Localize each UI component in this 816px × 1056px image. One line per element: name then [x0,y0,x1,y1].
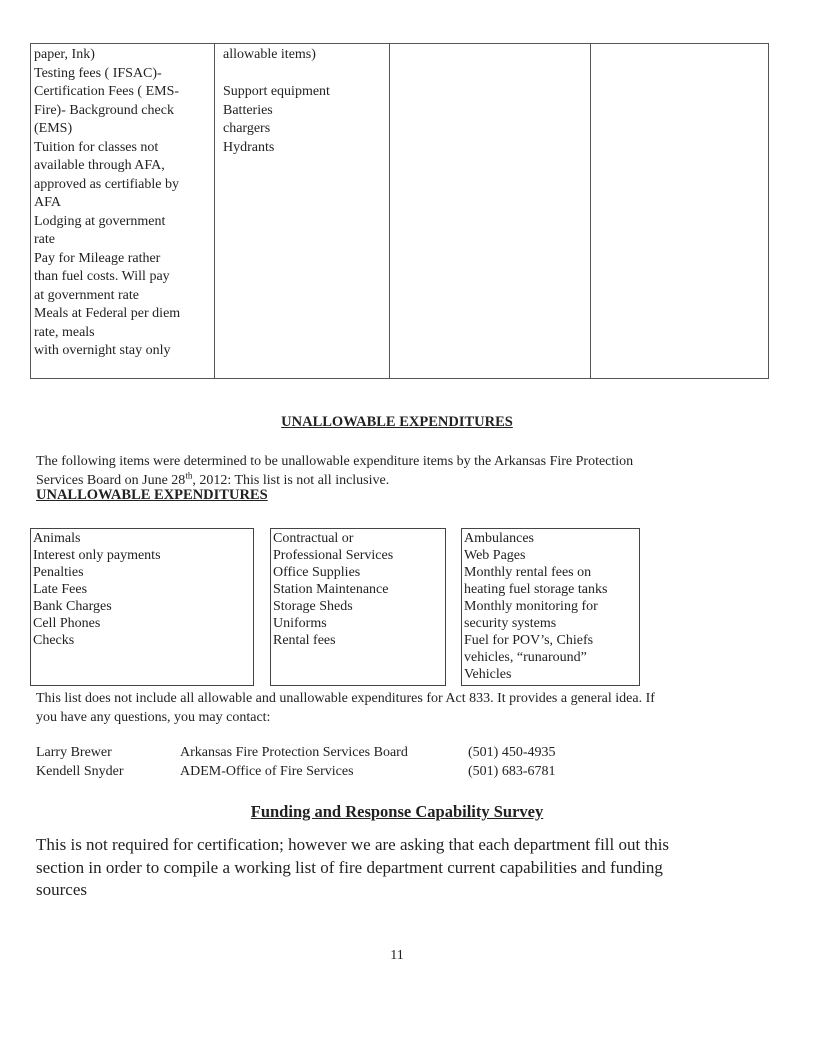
intro-line: The following items were determined to be unallowable expenditure items by the Arkansas Fire Protection [36,454,634,469]
list-item: rate, meals [34,324,95,340]
list-item: Hydrants [223,139,275,155]
list-item: Late Fees [33,582,88,597]
list-item: Checks [33,633,75,648]
list-item: Monthly rental fees on [464,565,592,580]
list-item: Station Maintenance [273,582,389,597]
list-item: Fuel for POV’s, Chiefs [464,633,594,648]
survey-text [36,834,669,902]
contact-name: Kendell Snyder [36,763,124,779]
list-item: Animals [33,531,81,546]
list-item: Support equipment [223,84,330,99]
contact-org: Arkansas Fire Protection Services Board [180,745,408,760]
list-item: paper, Ink) [34,47,95,62]
survey-line: This is not required for certification; however we are asking that each department fill out this [36,835,670,854]
allowable-table [30,43,769,379]
list-item: than fuel costs. Will pay [34,269,170,284]
list-item: (EMS) [34,121,73,136]
list-item: Bank Charges [33,599,112,614]
list-item: heating fuel storage tanks [464,582,608,597]
list-item: Meals at Federal per diem [34,306,181,321]
intro-line: , 2012: This list is not all inclusive. [192,472,390,488]
list-item: Web Pages [464,548,526,563]
table-cell-col1 [34,46,180,361]
survey-line: sources [36,880,87,899]
unallowable-box-2 [270,528,446,686]
contact-row [36,763,776,782]
note-line: This list does not include all allowable and unallowable expenditures for Act 833. It provides a general idea. If [36,691,655,706]
intro-text [36,453,633,490]
list-item: Fire)- Background check [34,102,174,118]
list-item: Testing fees ( IFSAC)- [34,65,162,81]
contact-phone: (501) 450-4935 [468,745,556,760]
list-item: chargers [223,121,271,136]
list-item: Batteries [223,102,273,118]
list-item: Cell Phones [33,616,101,631]
survey-line: section in order to compile a working list of fire department current capabilities and funding [36,857,663,877]
list-item: Certification Fees ( EMS- [34,84,180,99]
survey-title: Funding and Response Capability Survey [250,802,544,821]
contact-name: Larry Brewer [36,745,112,760]
list-item: AFA [34,195,61,210]
note-text [36,690,655,727]
list-item: Storage Sheds [273,599,353,614]
list-item: Tuition for classes not [34,139,159,155]
list-item: Office Supplies [273,565,361,580]
list-item: Contractual or [273,531,354,546]
table-cell-col2 [223,46,330,157]
list-item [223,65,330,84]
contact-phone: (501) 683-6781 [468,763,556,779]
list-item: Monthly monitoring for [464,599,598,614]
list-item: with overnight stay only [34,343,171,358]
list-item: Rental fees [273,633,336,648]
list-item: Ambulances [464,531,534,546]
list-item: allowable items) [223,47,316,62]
list-item: Lodging at government [34,213,166,229]
unallowable-subheading: UNALLOWABLE EXPENDITURES [36,487,268,503]
list-item: Pay for Mileage rather [34,250,161,266]
note-line: you have any questions, you may contact: [36,709,271,725]
list-item: approved as certifiable by [34,176,179,192]
list-item: available through AFA, [34,158,165,173]
intro-line: Services Board on June 28 [36,472,186,488]
contact-org: ADEM-Office of Fire Services [180,763,354,779]
list-item: security systems [464,616,557,631]
list-item: Uniforms [273,616,327,631]
superscript: th [185,469,193,480]
list-item: at government rate [34,287,139,303]
unallowable-box-1 [30,528,254,686]
list-item: Interest only payments [33,548,161,563]
page-number: 11 [390,948,404,963]
contact-row [36,744,776,763]
contacts [36,744,776,781]
unallowable-heading: UNALLOWABLE EXPENDITURES [281,414,513,430]
list-item: Professional Services [273,548,394,563]
unallowable-box-3 [461,528,640,686]
list-item: rate [34,232,55,247]
table-column-divider [590,44,768,378]
list-item: Vehicles [464,667,512,682]
table-column-divider [389,44,590,378]
list-item: vehicles, “runaround” [464,650,587,665]
list-item: Penalties [33,565,84,580]
